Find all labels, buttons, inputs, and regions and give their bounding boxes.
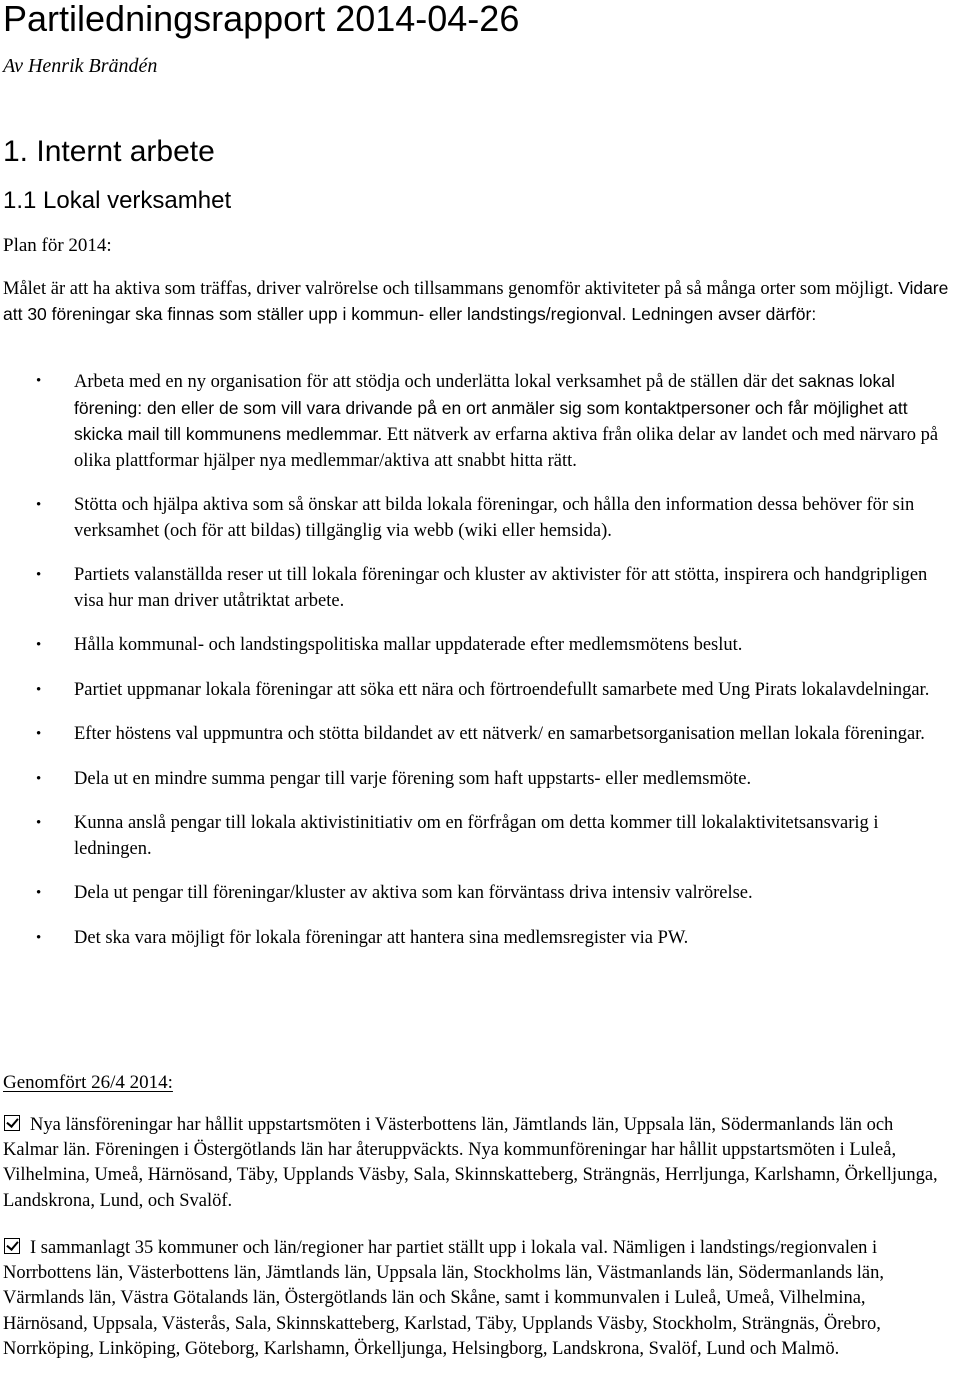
plan-heading: Plan för 2014: — [3, 235, 112, 256]
list-item-text: Partiets valanställda reser ut till lokala föreningar och kluster av aktivister för att stötta, inspirera och handgripligen visa hur man driver utåtriktat arbete. — [74, 565, 928, 611]
list-item-text: Dela ut pengar till föreningar/kluster av aktiva som kan förväntass driva intensiv valrörelse. — [74, 883, 753, 903]
document-title: Partiledningsrapport 2014-04-26 — [3, 0, 520, 39]
plan-bullet-list — [0, 369, 960, 970]
document-author: Av Henrik Brändén — [3, 55, 158, 77]
done-heading-text: Genomfört 26/4 2014: — [3, 1072, 173, 1093]
list-item — [0, 678, 958, 704]
list-item — [0, 926, 958, 952]
list-item-text: Hålla kommunal- och landstingspolitiska mallar uppdaterade efter medlemsmötens beslut. — [74, 635, 743, 655]
bullet-icon: • — [36, 681, 42, 698]
list-item — [0, 881, 958, 907]
bullet-icon: • — [36, 726, 42, 742]
list-item — [0, 767, 958, 793]
list-item — [0, 722, 958, 748]
list-item — [0, 493, 958, 544]
bullet-icon: • — [36, 373, 42, 389]
intro-paragraph — [3, 276, 953, 327]
subsection-heading: 1.1 Lokal verksamhet — [3, 187, 232, 214]
list-item-text: Ett nätverk av erfarna aktiva från olika delar av landet och med närvaro på olika plattformar hjälper nya medlemmar/aktiva att snabbt hitta rätt. — [74, 425, 939, 471]
list-item-text: Arbeta med en ny organisation för att stödja och underlätta lokal verksamhet på de ställen där det — [74, 372, 799, 392]
done-item — [3, 1113, 953, 1214]
list-item-text: Kunna anslå pengar till lokala aktivistinitiativ om en förfrågan om detta kommer till lokalaktivitetsansvarig i ledningen. — [74, 813, 879, 859]
bullet-icon: • — [36, 770, 42, 787]
bullet-icon: • — [36, 497, 42, 513]
list-item — [0, 563, 958, 614]
list-item-text: Partiet uppmanar lokala föreningar att söka ett nära och förtroendefullt samarbete med Ung Pirats lokalavdelningar. — [74, 679, 930, 700]
done-item-text: I sammanlagt 35 kommuner och län/regioner har partiet ställt upp i lokala val. Nämligen i landstings/regionvalen i Norrbottens län, Västerbottens län, Jämtlands län, Uppsala län, Stockholms län, Västmanlands län, Södermanlands län, Värmlands län, Västra Götalands län, Östergötlands län och Skåne, samt i kommunvalen i Luleå, Umeå, Vilhelmina, Härnösand, Uppsala, Västerås, Sala, Skinnskatteberg, Karlstad, Täby, Upplands Väsby, Stockholm, Strängnäs, Örebro, Norrköping, Linköping, Göteborg, Karlshamn, Örkelljunga, Helsingborg, Landskrona, Svalöf, Lund och Malmö. — [3, 1238, 884, 1359]
bullet-icon: • — [36, 637, 42, 653]
list-item — [0, 369, 958, 474]
bullet-icon: • — [36, 929, 42, 946]
list-item — [0, 811, 958, 862]
intro-text-sans: Vidare att 30 föreningar ska finnas som ställer upp i kommun- eller landstings/regionval. Ledningen avser därför: — [3, 278, 949, 324]
checkbox-checked-icon — [4, 1238, 20, 1254]
bullet-icon: • — [36, 567, 42, 583]
section-heading: 1. Internt arbete — [3, 135, 215, 168]
done-heading — [3, 1071, 173, 1095]
intro-text-serif: Målet är att ha aktiva som träffas, driver valrörelse och tillsammans genomför aktiviteter på så många orter som möjligt. — [3, 279, 899, 299]
done-item-text: Nya länsföreningar har hållit uppstartsmöten i Västerbottens län, Jämtlands län, Uppsala län, Södermanlands län och Kalmar län. Föreningen i Östergötlands län har återuppväckts. Nya kommunföreningar har hållit uppstartsmöten i Luleå, Vilhelmina, Umeå, Härnösand, Täby, Upplands Väsby, Sala, Skinnskatteberg, Strängnäs, Herrljunga, Karlshamn, Örkelljunga, Landskrona, Lund, och Svalöf. — [3, 1115, 938, 1211]
bullet-icon: • — [36, 815, 42, 831]
list-item-text-sans: saknas lokal förening: den eller de som vill vara drivande på en ort anmäler sig som kontaktpersoner och får möjlighet att skicka mail till kommunens medlemmar. — [74, 371, 908, 444]
bullet-icon: • — [36, 885, 42, 901]
done-item — [3, 1236, 953, 1362]
list-item-text: Efter höstens val uppmuntra och stötta bildandet av ett nätverk/ en samarbetsorganisation mellan lokala föreningar. — [74, 724, 925, 744]
list-item — [0, 633, 958, 659]
list-item-text: Stötta och hjälpa aktiva som så önskar att bilda lokala föreningar, och hålla den information dessa behöver för sin verksamhet (och för att bildas) tillgänglig via webb (wiki eller hemsida). — [74, 495, 915, 541]
list-item-text: Dela ut en mindre summa pengar till varje förening som haft uppstarts- eller medlemsmöte. — [74, 768, 752, 789]
checkbox-checked-icon — [4, 1115, 20, 1131]
list-item-text: Det ska vara möjligt för lokala föreningar att hantera sina medlemsregister via PW. — [74, 927, 689, 948]
